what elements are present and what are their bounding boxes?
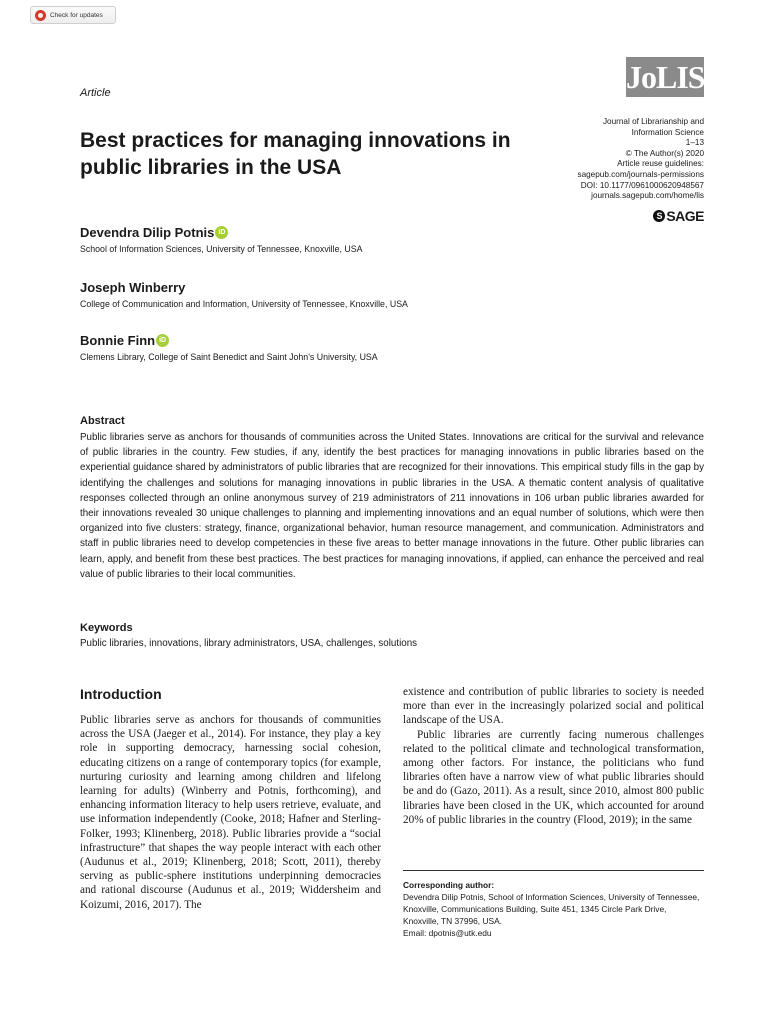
crossmark-icon xyxy=(35,10,46,21)
author-name: Devendra Dilip Potnis xyxy=(80,225,215,240)
body-paragraph: existence and contribution of public libraries to society is needed more than ever in the increasingly polarized social and political landscape of the USA. xyxy=(403,686,704,727)
publisher-name: SAGE xyxy=(666,208,704,224)
article-type-label: Article xyxy=(80,87,111,99)
doi-link[interactable]: DOI: 10.1177/0961000620948567 xyxy=(580,180,704,190)
journal-line: Article reuse guidelines: xyxy=(617,159,704,169)
keywords-heading: Keywords xyxy=(80,622,133,634)
author-1 xyxy=(80,225,362,254)
author-name: Bonnie Finn xyxy=(80,333,156,348)
orcid-icon[interactable]: iD xyxy=(215,226,228,239)
author-affiliation: Clemens Library, College of Saint Benedict and Saint John's University, USA xyxy=(80,352,378,362)
journal-home-link[interactable]: journals.sagepub.com/home/lis xyxy=(591,191,704,201)
check-for-updates-label: Check for updates xyxy=(50,11,103,19)
left-column xyxy=(80,713,381,912)
journal-line: © The Author(s) 2020 xyxy=(625,148,704,158)
corresponding-address: Devendra Dilip Potnis, School of Information Sciences, University of Tennessee, Knoxville, Communications Building, Suite 451, 1345 Circle Park Drive, Knoxville, TN 37996, USA. xyxy=(403,892,700,926)
right-column xyxy=(403,685,704,827)
author-2 xyxy=(80,280,408,309)
author-3 xyxy=(80,333,378,362)
journal-line: Journal of Librarianship and xyxy=(602,117,704,126)
footnote-divider xyxy=(403,870,704,871)
body-paragraph: Public libraries serve as anchors for thousands of communities across the USA (Jaeger et al., 2014). For instance, they play a key role in supporting democracy, harnessing social cohesion, educating citizens on a range of contemporary topics (for example, nurturing curiosity and learning among children and lifelong learning for adults) (Winberry and Potnis, forthcoming), and enhancing information literacy to help users retrieve, evaluate, and use information independently (Cooke, 2018; Hafner and Sterling-Folker, 1993; Klinenberg, 2018). Public libraries provide a “social infrastructure” that shapes the way people interact with each other (Audunus et al., 2019; Klinenberg, 2018; Scott, 2011), thereby serving as public-sphere institutions underpinning democracies and rational discourse (Audunus et al., 2019; Widdersheim and Koizumi, 2016, 2017). The xyxy=(80,714,381,911)
article-title: Best practices for managing innovations in public libraries in the USA xyxy=(80,129,511,179)
orcid-icon[interactable]: iD xyxy=(156,334,169,347)
abstract-text: Public libraries serve as anchors for thousands of communities across the United States. Innovations are critical for the survival and relevance of public libraries in the country. Few studies, if any, identify the best practices for managing innovations in public libraries based on the experiential guidance shared by administrators of public libraries that are recognized for their innovations. This empirical study fills in the gap by identifying the challenges and solutions for managing innovations in public libraries in the USA. A thematic content analysis of qualitative responses collected through an online anonymous survey of 219 administrators of 211 innovations in 106 urban public libraries awarded for their innovations revealed 30 unique challenges to planning and implementing innovations and an equal number of solutions, which were then organized into five clusters: strategy, finance, organizational behavior, human resource management, and communication. Administrators and staff in public libraries need to develop competencies in these five areas to better manage innovations in the future. Other public libraries can learn, apply, and benefit from these best practices. The best practices for managing innovations, if applied, can enhance the perceived and real value of public libraries to their local communities. xyxy=(80,432,704,580)
author-name: Joseph Winberry xyxy=(80,280,186,295)
journal-link[interactable]: sagepub.com/journals-permissions xyxy=(577,169,704,179)
author-affiliation: College of Communication and Information, University of Tennessee, Knoxville, USA xyxy=(80,299,408,309)
corresponding-author xyxy=(403,879,704,939)
check-for-updates-button[interactable] xyxy=(30,6,116,24)
journal-line: Information Science xyxy=(631,127,704,137)
sage-icon: S xyxy=(653,210,665,222)
author-affiliation: School of Information Sciences, University of Tennessee, Knoxville, USA xyxy=(80,244,363,254)
journal-line: 1–13 xyxy=(685,138,704,148)
publisher-logo xyxy=(653,208,704,224)
introduction-heading: Introduction xyxy=(80,686,162,702)
corresponding-label: Corresponding author: xyxy=(403,880,495,890)
corresponding-email[interactable]: Email: dpotnis@utk.edu xyxy=(403,928,492,938)
keywords-text: Public libraries, innovations, library administrators, USA, challenges, solutions xyxy=(80,638,418,649)
journal-logo: JoLIS xyxy=(626,59,705,95)
body-paragraph: Public libraries are currently facing numerous challenges related to the political climate and technological transformation, among other factors. For instance, the politicians who fund libraries often have a narrow view of what public libraries should be and do (Gazo, 2011). As a result, since 2010, almost 800 public libraries have been closed in the UK, which accounted for around 20% of public libraries in the country (Flood, 2019); in the same xyxy=(403,728,704,826)
abstract-heading: Abstract xyxy=(80,415,125,427)
